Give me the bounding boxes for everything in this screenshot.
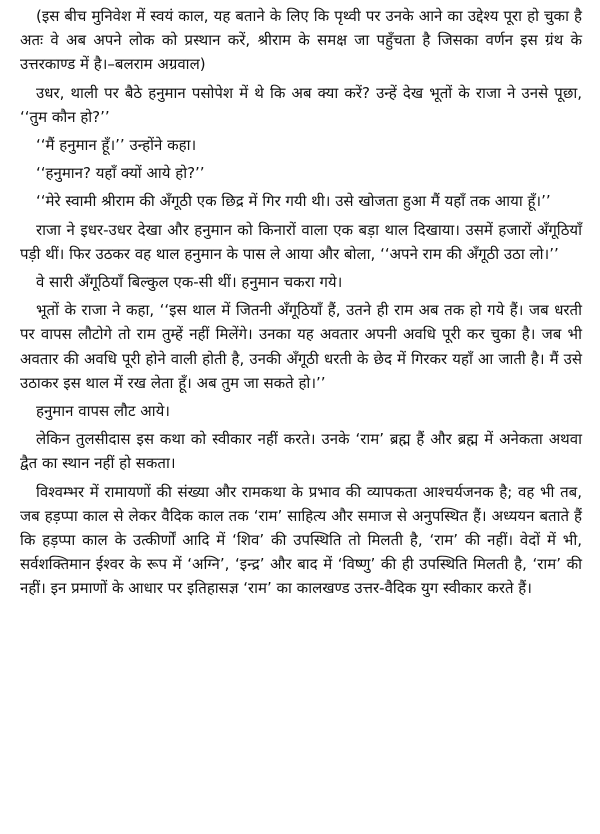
paragraph-history: विश्वम्भर में रामायणों की संख्या और रामकथा के प्रभाव की व्यापकता आश्चर्यजनक है; वह भी तब, जब हड़प्पा काल से लेकर वैदिक काल तक ‘राम’ साहित्य और समाज से अनुपस्थित हैं। अध्ययन बताते हैं कि हड़प्पा काल के उत्कीर्णों आदि में ‘शिव’ की उपस्थिति तो मिलती है, ‘राम’ की नहीं। वेदों में भी, सर्वशक्तिमान ईश्वर के रूप में ‘अग्नि’, ‘इन्द्र’ और बाद में ‘विष्णु’ की ही उपस्थिति मिलती है, ‘राम’ की नहीं। इन प्रमाणों के आधार पर इतिहासज्ञ ‘राम’ का कालखण्ड उत्तर-वैदिक युग स्वीकार करते हैं। bbox=[20, 482, 582, 598]
paragraph-king-shows-plate: राजा ने इधर-उधर देखा और हनुमान को किनारों वाला एक बड़ा थाल दिखाया। उसमें हजारों अँगूठियाँ पड़ी थीं। फिर उठकर वह थाल हनुमान के पास ले आया और बोला, ‘‘अपने राम की अँगूठी उठा लो।’’ bbox=[20, 220, 582, 263]
paragraph-dialogue-1: ‘‘मैं हनुमान हूँ।’’ उन्होंने कहा। bbox=[36, 136, 197, 155]
document-page bbox=[20, 4, 582, 605]
paragraph-tulsidas: लेकिन तुलसीदास इस कथा को स्वीकार नहीं करते। उनके ‘राम’ ब्रह्म हैं और ब्रह्म में अनेकता अथवा द्वैत का स्थान नहीं हो सकता। bbox=[20, 430, 582, 473]
paragraph-rings-alike: वे सारी अँगूठियाँ बिल्कुल एक-सी थीं। हनुमान चकरा गये। bbox=[36, 273, 343, 292]
paragraph-editor-note: (इस बीच मुनिवेश में स्वयं काल, यह बताने के लिए कि पृथ्वी पर उनके आने का उद्देश्य पूरा हो चुका है अतः वे अब अपने लोक को प्रस्थान करें, श्रीराम के समक्ष जा पहुँचता है जिसका वर्णन इस ग्रंथ के उत्तरकाण्ड में है।–बलराम अग्रवाल) bbox=[20, 7, 582, 74]
paragraph-hanuman-dilemma: उधर, थाली पर बैठे हनुमान पसोपेश में थे कि अब क्या करें? उन्हें देख भूतों के राजा ने उनसे पूछा, ‘‘तुम कौन हो?’’ bbox=[20, 83, 582, 126]
paragraph-dialogue-2: ‘‘हनुमान? यहाँ क्यों आये हो?’’ bbox=[36, 164, 205, 183]
paragraph-dialogue-3: ‘‘मेरे स्वामी श्रीराम की अँगूठी एक छिद्र में गिर गयी थी। उसे खोजता हुआ मैं यहाँ तक आया हूँ।’’ bbox=[36, 192, 551, 211]
paragraph-king-explains: भूतों के राजा ने कहा, ‘‘इस थाल में जितनी अँगूठियाँ हैं, उतने ही राम अब तक हो गये हैं। जब धरती पर वापस लौटोगे तो राम तुम्हें नहीं मिलेंगे। उनका यह अवतार अपनी अवधि पूरी कर चुका है। जब भी अवतार की अवधि पूरी होने वाली होती है, उनकी अँगूठी धरती के छेद में गिरकर यहाँ आ जाती है। मैं उसे उठाकर इस थाल में रख लेता हूँ। अब तुम जा सकते हो।’’ bbox=[20, 301, 582, 392]
paragraph-hanuman-returns: हनुमान वापस लौट आये। bbox=[36, 402, 170, 421]
